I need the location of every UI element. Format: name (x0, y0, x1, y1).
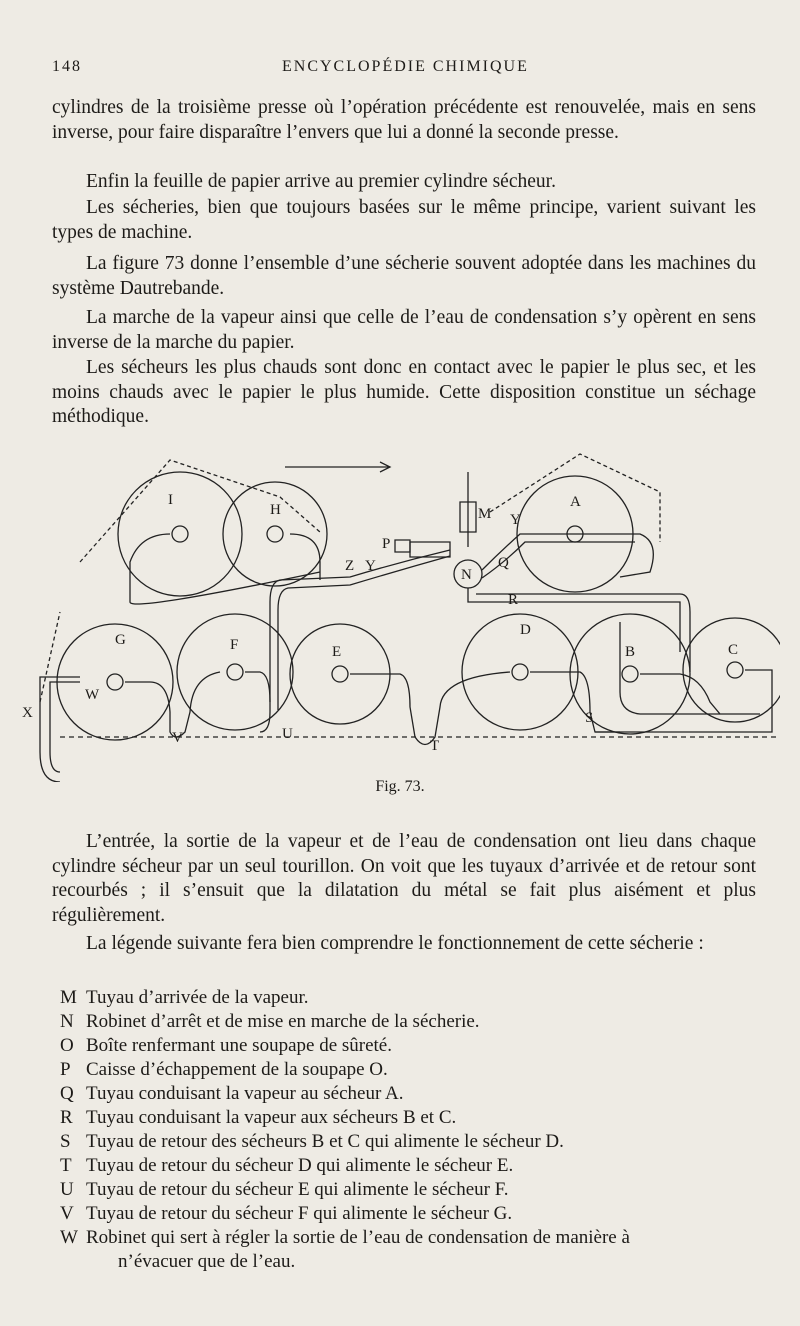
label-B: B (625, 644, 636, 660)
label-U: U (282, 726, 293, 742)
label-H: H (270, 502, 281, 518)
label-F: F (230, 637, 239, 653)
label-M: M (478, 506, 492, 522)
figure-caption: Fig. 73. (375, 778, 425, 795)
legend-item: N Robinet d’arrêt et de mise en marche de la sécherie. (60, 1011, 480, 1032)
label-V: V (172, 730, 183, 746)
label-R: R (508, 592, 519, 608)
label-E: E (332, 644, 342, 660)
box-P (395, 540, 410, 552)
legend-item: P Caisse d’échappement de la soupape O. (60, 1059, 388, 1080)
legend-item: O Boîte renfermant une soupape de sûreté. (60, 1035, 392, 1056)
label-W: W (85, 687, 100, 703)
label-I: I (168, 492, 173, 508)
legend-item: Q Tuyau conduisant la vapeur au sécheur A. (60, 1083, 404, 1104)
paragraph-entree: L’entrée, la sortie de la vapeur et de l’eau de condensation ont lieu dans chaque cylindre sécheur par un seul tourillon. On voit que les tuyaux d’arrivée et de retour sont recourbés ; il s’ensuit que la dilatation du métal se fait plus aisément et plus régulièrement. (52, 831, 756, 926)
label-Q: Q (498, 555, 509, 571)
running-header (52, 58, 748, 84)
legend-item: W Robinet qui sert à régler la sortie de l’eau de condensation de manière à n’évacuer que de l’eau. (60, 1226, 760, 1274)
label-X: X (22, 705, 33, 721)
label-C: C (728, 642, 739, 658)
paragraph-secheries: Les sécheries, bien que toujours basées sur le même principe, varient suivant les types de machine. (52, 197, 756, 243)
cylinder-H (223, 482, 327, 586)
cylinder-F (177, 614, 293, 730)
running-title: ENCYCLOPÉDIE CHIMIQUE (282, 58, 529, 75)
page-number: 148 (52, 58, 82, 75)
legend-item: S Tuyau de retour des sécheurs B et C qui alimente le sécheur D. (60, 1131, 564, 1152)
label-G: G (115, 632, 126, 648)
paragraph-feuille: Enfin la feuille de papier arrive au premier cylindre sécheur. (86, 171, 556, 192)
legend-item: U Tuyau de retour du sécheur E qui alimente le sécheur F. (60, 1179, 509, 1200)
paragraph-sechage: Les sécheurs les plus chauds sont donc en contact avec le papier le plus sec, et les moins chauds avec le papier le plus humide. Cette disposition constitue un séchage méthodique. (52, 357, 756, 427)
label-Y2: Y (365, 558, 376, 574)
paragraph-legende-intro: La légende suivante fera bien comprendre le fonctionnement de cette sécherie : (86, 933, 704, 954)
legend-item: V Tuyau de retour du sécheur F qui alimente le sécheur G. (60, 1203, 513, 1224)
label-S: S (585, 710, 594, 726)
label-Y: Y (510, 512, 521, 528)
legend-item: T Tuyau de retour du sécheur D qui alimente le sécheur E. (60, 1155, 514, 1176)
paragraph-figure-ref: La figure 73 donne l’ensemble d’une sécherie souvent adoptée dans les machines du système Dautrebande. (52, 253, 756, 299)
label-T: T (430, 738, 440, 754)
label-P: P (382, 536, 391, 552)
paragraph-continuation: cylindres de la troisième presse où l’opération précédente est renouvelée, mais en sens inverse, pour faire disparaître l’envers que lui a donné la seconde presse. (52, 97, 756, 143)
figure-73-drying-diagram (20, 452, 780, 782)
label-D: D (520, 622, 531, 638)
legend-list (60, 986, 760, 1274)
label-Z: Z (345, 558, 355, 574)
legend-item-continuation: n’évacuer que de l’eau. (118, 1251, 296, 1272)
legend-item: R Tuyau conduisant la vapeur aux sécheurs B et C. (60, 1107, 457, 1128)
legend-item: M Tuyau d’arrivée de la vapeur. (60, 987, 309, 1008)
label-N: N (461, 567, 472, 583)
label-A: A (570, 494, 581, 510)
paragraph-marche: La marche de la vapeur ainsi que celle de l’eau de condensation s’y opèrent en sens inverse de la marche du papier. (52, 307, 756, 353)
